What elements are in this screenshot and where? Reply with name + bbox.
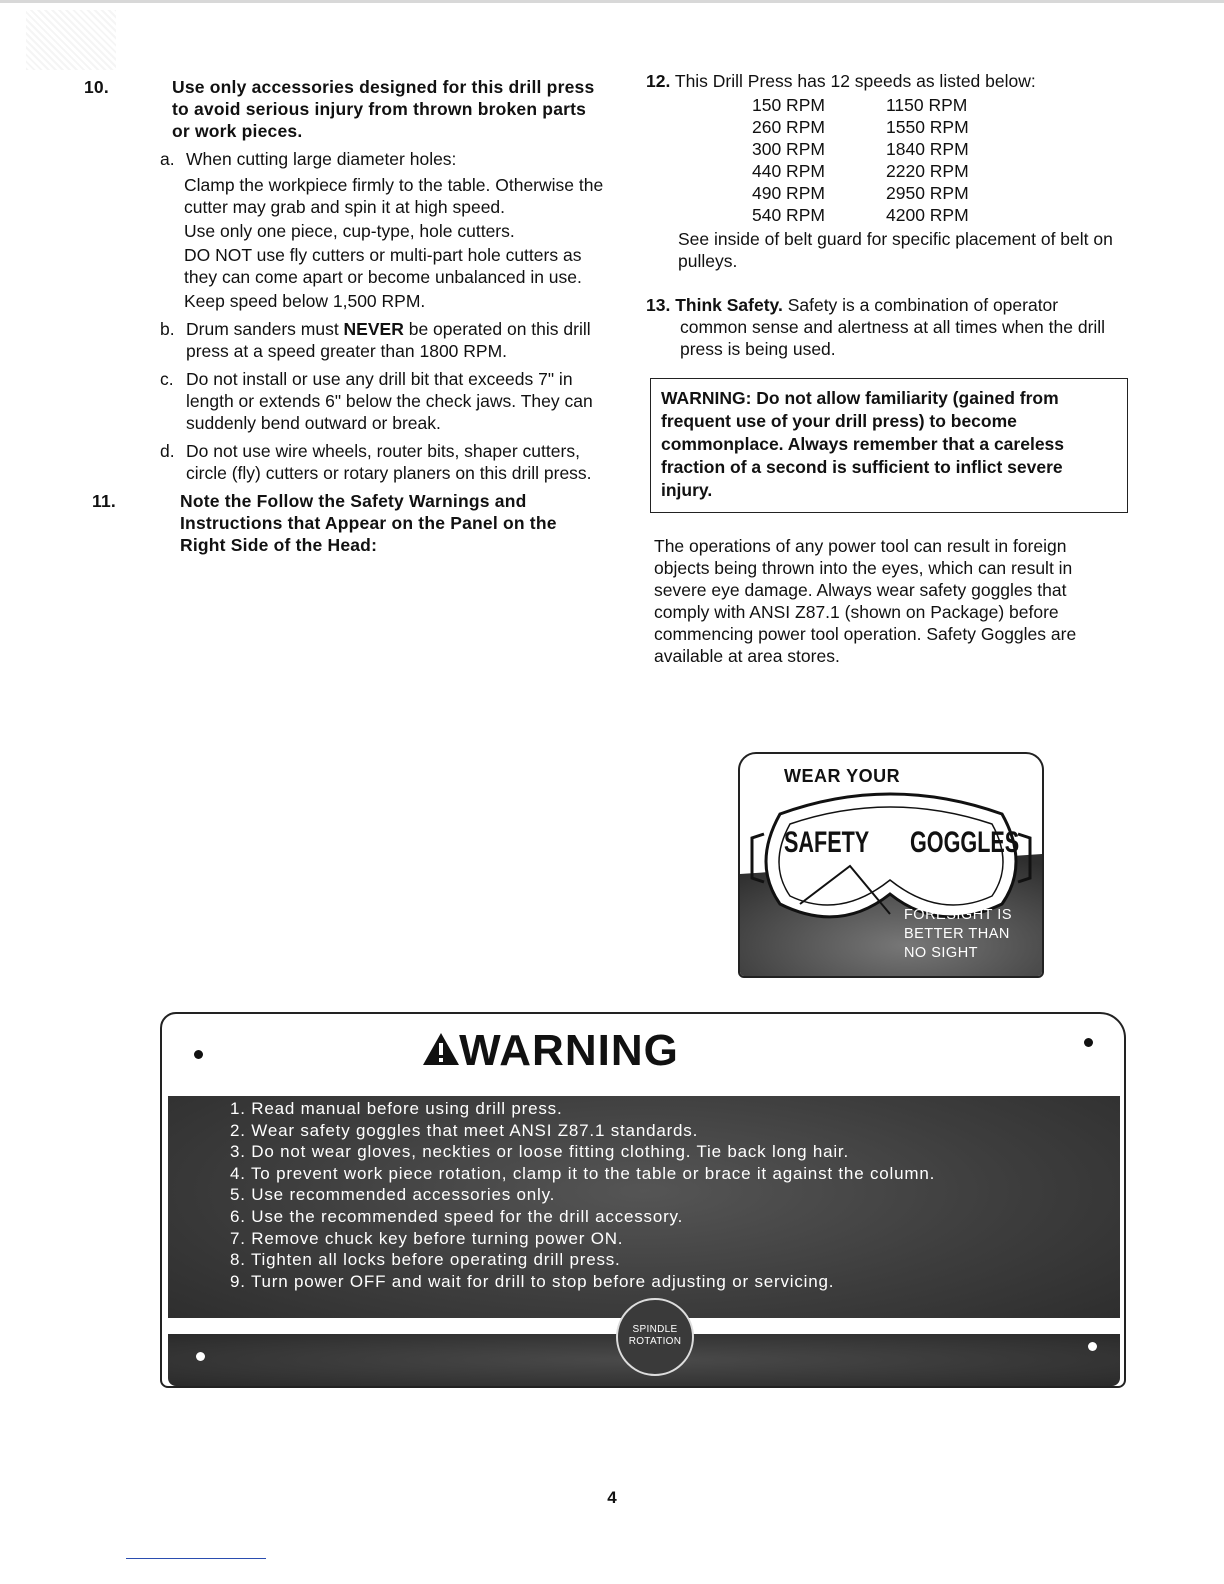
belt-guard-note: See inside of belt guard for specific placement of belt on pulleys. xyxy=(678,229,1113,271)
item-10a-text: When cutting large diameter holes: xyxy=(186,149,457,169)
item-10b-pre: Drum sanders must xyxy=(186,319,344,339)
warning-item: 4. To prevent work piece rotation, clamp it to the table or brace it against the column. xyxy=(230,1163,936,1183)
safety-goggles-badge xyxy=(738,752,1044,978)
speed-cell: 2950 RPM xyxy=(886,183,969,203)
scan-noise xyxy=(26,10,116,70)
rotation-label: ROTATION xyxy=(628,1336,682,1347)
item-10a-para-2: Use only one piece, cup-type, hole cutters. xyxy=(184,221,515,241)
speed-cell: 1550 RPM xyxy=(886,117,969,137)
warning-item: 1. Read manual before using drill press. xyxy=(230,1099,563,1118)
goggles-word-goggles: GOGGLES xyxy=(910,826,1020,859)
speed-cell: 1840 RPM xyxy=(886,139,969,159)
speed-table xyxy=(752,94,1120,226)
item-13-bold: Think Safety. xyxy=(675,295,783,315)
speed-cell: 260 RPM xyxy=(752,117,825,137)
page-number: 4 xyxy=(607,1488,617,1507)
item-10b-never: NEVER xyxy=(343,319,404,339)
rivet-dot xyxy=(196,1352,205,1361)
speed-cell: 540 RPM xyxy=(752,205,825,225)
item-12-number: 12. xyxy=(646,71,671,91)
item-10a xyxy=(128,148,606,170)
item-10c-label: c. xyxy=(160,369,174,389)
warning-item: 5. Use recommended accessories only. xyxy=(230,1185,556,1205)
warning-item: 9. Turn power OFF and wait for drill to stop before adjusting or servicing. xyxy=(230,1271,835,1291)
item-12-text: This Drill Press has 12 speeds as listed below: xyxy=(674,71,1036,91)
item-10-heading-text: Use only accessories designed for this drill press to avoid serious injury from thrown broken parts or work pieces. xyxy=(172,77,595,141)
tagline-line: NO SIGHT xyxy=(903,945,979,961)
speed-cell: 1150 RPM xyxy=(886,95,968,115)
rivet-dot xyxy=(1088,1342,1097,1351)
speed-cell: 150 RPM xyxy=(752,95,825,115)
warning-title-text: WARNING xyxy=(459,1026,679,1075)
item-10d-label: d. xyxy=(160,441,175,461)
top-rule xyxy=(0,0,1224,3)
item-10a-label: a. xyxy=(160,149,175,169)
item-13-text: Safety is a combination of operator common sense and alertness at all times when the drill press is being used. xyxy=(680,295,1106,359)
tagline-line: FORESIGHT IS xyxy=(903,907,1012,923)
item-10b xyxy=(128,318,606,362)
warning-item: 8. Tighten all locks before operating drill press. xyxy=(230,1250,621,1270)
item-13-number: 13. xyxy=(646,295,671,315)
item-10-heading xyxy=(84,76,606,142)
familiarity-warning-box: WARNING: Do not allow familiarity (gained from frequent use of your drill press) to become commonplace. Always remember that a careless fraction of a second is sufficient to inflict severe injury. xyxy=(650,378,1128,513)
warning-list xyxy=(230,1098,935,1292)
right-column xyxy=(646,70,1120,667)
spindle-label: SPINDLE xyxy=(632,1324,678,1335)
warning-item: 6. Use the recommended speed for the drill accessory. xyxy=(230,1206,684,1226)
left-column xyxy=(84,76,606,556)
goggles-title: WEAR YOUR xyxy=(784,766,901,786)
spindle-rotation-icon xyxy=(616,1298,694,1376)
speed-cell: 490 RPM xyxy=(752,183,825,203)
goggles-tagline xyxy=(904,906,1012,963)
item-10a-para-4: Keep speed below 1,500 RPM. xyxy=(184,291,426,311)
item-10c-text: Do not install or use any drill bit that exceeds 7" in length or extends 6" below the check jaws. They can suddenly bend outward or break. xyxy=(186,369,593,433)
warning-triangle-icon xyxy=(421,1031,461,1067)
bottom-rule xyxy=(126,1558,266,1559)
item-11-number: 11. xyxy=(92,491,116,511)
speed-cell: 4200 RPM xyxy=(886,205,969,225)
speed-cell: 2220 RPM xyxy=(886,161,969,181)
rivet-dot xyxy=(1084,1038,1093,1047)
warning-item: 2. Wear safety goggles that meet ANSI Z87.1 standards. xyxy=(230,1120,699,1140)
item-10-number: 10. xyxy=(84,77,109,97)
warning-item: 3. Do not wear gloves, neckties or loose fitting clothing. Tie back long hair. xyxy=(230,1142,849,1162)
item-13 xyxy=(646,294,1120,360)
warning-title xyxy=(160,1026,940,1076)
item-11-heading xyxy=(92,490,606,556)
item-12 xyxy=(646,70,1120,92)
item-10c xyxy=(128,368,606,434)
tagline-line: BETTER THAN xyxy=(903,926,1010,942)
speed-cell: 440 RPM xyxy=(752,161,825,181)
item-10a-para-3: DO NOT use fly cutters or multi-part hole cutters as they can come apart or become unbalanced in use. xyxy=(184,245,582,287)
item-10b-post: be operated on this drill press at a speed greater than 1800 RPM. xyxy=(186,319,591,361)
warning-item: 7. Remove chuck key before turning power ON. xyxy=(230,1228,624,1248)
item-10d xyxy=(128,440,606,484)
item-10d-text: Do not use wire wheels, router bits, shaper cutters, circle (fly) cutters or rotary planers on this drill press. xyxy=(186,441,592,483)
goggles-word-safety: SAFETY xyxy=(784,826,870,859)
warning-panel xyxy=(160,1012,1126,1390)
speed-cell: 300 RPM xyxy=(752,139,825,159)
item-10a-para-1: Clamp the workpiece firmly to the table. Otherwise the cutter may grab and spin it at high speed. xyxy=(184,175,604,217)
item-11-heading-text: Note the Follow the Safety Warnings and Instructions that Appear on the Panel on the Right Side of the Head: xyxy=(180,491,557,555)
item-10b-label: b. xyxy=(160,319,175,339)
eye-safety-paragraph: The operations of any power tool can result in foreign objects being thrown into the eyes, which can result in severe eye damage. Always wear safety goggles that comply with ANSI Z87.1 (shown on Package) before commencing power tool operation. Safety Goggles are available at area stores. xyxy=(654,536,1077,666)
